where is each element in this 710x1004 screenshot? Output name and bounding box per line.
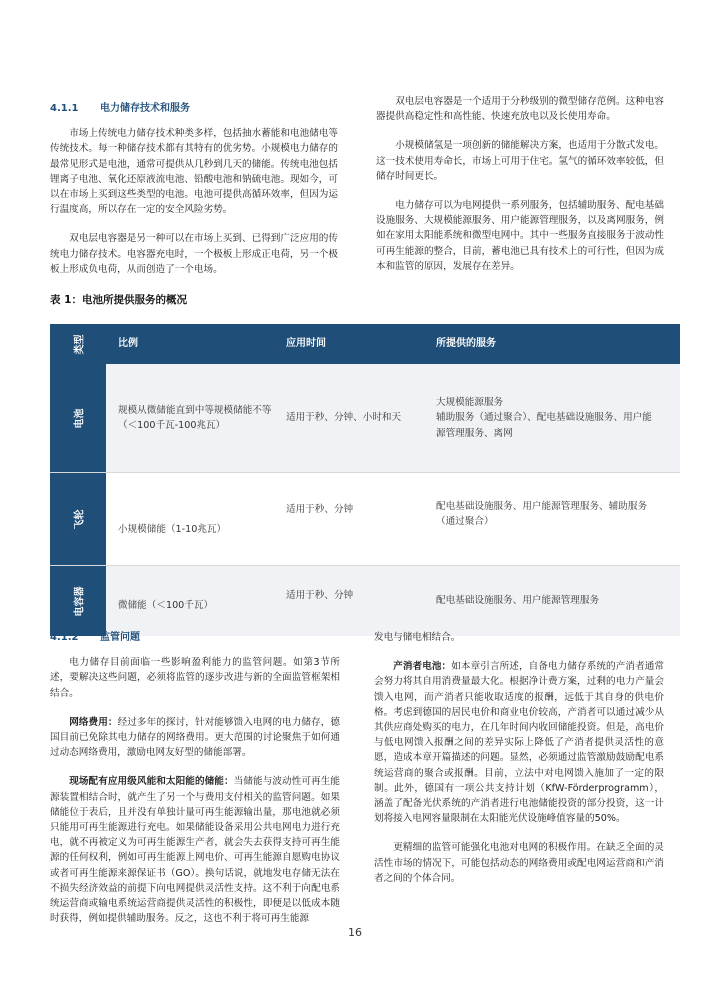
section-heading xyxy=(50,630,340,645)
row-type-cell: 电容器 xyxy=(50,566,106,636)
section-title: 监管问题 xyxy=(100,632,140,643)
page-number: 16 xyxy=(348,926,362,939)
paragraph: 发电与储电相结合。 xyxy=(374,632,461,643)
cell-services: 配电基础设施服务、用户能源管理服务 xyxy=(436,595,600,607)
paragraph: 产消者电池：如本章引言所述，自备电力储存系统的产消者通常会努力将其自用消费量最大化。根据净计费方案，过剩的电力产量会馈入电网，而产消者只能收取适度的报酬，远低于其自身的供电价格。考虑到德国的居民电价和商业电价较高，产消者可以通过减少从其供应商处购买的电力，在几年时间内收回储能投资。但是，高电价与低电网馈入报酬之间的差异实际上降低了产消者提供灵活性的意愿，造成本章开篇描述的问题。显然，必须通过监管激励鼓励配电系统运营商的聚合或报酬。目前，立法中对电网馈入施加了一定的限制。此外，德国有一项公共支持计划（KfW-Förderprogramm），涵盖了配备光伏系统的产消者进行电池储能投资的部分投资，这一计划将接入电网容量限制在太阳能光伏设施峰值容量的50%。 xyxy=(374,661,665,825)
row-type-cell: 电池 xyxy=(50,364,106,472)
table-header-row xyxy=(50,324,680,364)
section-title: 电力储存技术和服务 xyxy=(100,103,190,114)
paragraph: 网络费用：经过多年的探讨，针对能够馈入电网的电力储存，德国目前已免除其电力储存的网络费用。更大范围的讨论聚焦于如何通过动态网络费用，激励电网友好型的储能部署。 xyxy=(50,716,341,759)
paragraph-lead: 产消者电池： xyxy=(393,661,452,673)
section-heading xyxy=(50,101,338,116)
section-4-1-1 xyxy=(50,101,338,291)
cell-services: 大规模能源服务 辅助服务（通过聚合）、配电基础设施服务、用户能源管理服务、离网 xyxy=(436,397,652,439)
table-title: 表 1：电池所提供服务的概况 xyxy=(50,294,187,306)
table-row xyxy=(50,473,680,565)
right-column-bottom xyxy=(374,630,664,900)
cell-time: 适用于秒、分钟、小时和天 xyxy=(286,412,402,424)
services-table xyxy=(50,324,680,636)
paragraph: 电力储存可以为电网提供一系列服务，包括辅助服务、配电基础设施服务、大规模能源服务、用户能源管理服务，以及离网服务，例如在家用太阳能系统和微型电网中。其中一些服务直接服务于波动性可再生能源的整合，目前，蓄电池已具有技术上的可行性，但因为成本和监管的原因，发展存在差异。 xyxy=(376,200,664,272)
section-number: 4.1.1 xyxy=(50,103,79,114)
cell-scale: 小规模储能（1-10兆瓦） xyxy=(118,524,227,536)
paragraph-lead: 网络费用： xyxy=(69,716,118,728)
section-4-1-2 xyxy=(50,630,340,940)
table-row xyxy=(50,566,680,636)
section-number: 4.1.2 xyxy=(50,632,79,643)
paragraph: 双电层电容器是一个适用于分秒级别的微型储存范例。这种电容器提供高稳定性和高性能、快速充放电以及长使用寿命。 xyxy=(376,96,664,123)
cell-scale: 微储能（＜100千瓦） xyxy=(118,600,214,612)
cell-time: 适用于秒、分钟 xyxy=(286,590,354,602)
paragraph: 电力储存目前面临一些影响盈利能力的监管问题。如第3节所述，要解决这些问题，必须将监管的逐步改进与新的全面监管框架相结合。 xyxy=(50,657,340,699)
right-column-top xyxy=(376,94,664,288)
paragraph: 小规模储氢是一项创新的储能解决方案，也适用于分散式发电。这一技术使用寿命长，市场上可用于住宅。氢气的循环效率较低，但储存时间更长。 xyxy=(376,140,664,182)
cell-scale: 规模从微储能直到中等规模储能不等（＜100千瓦-100兆瓦） xyxy=(118,404,272,431)
row-type-cell: 飞轮 xyxy=(50,473,106,565)
paragraph-lead: 现场配有应用级风能和太阳能的储能： xyxy=(69,776,234,788)
header-scale: 比例 xyxy=(118,338,138,350)
header-time: 应用时间 xyxy=(286,338,326,350)
table-row xyxy=(50,364,680,472)
paragraph: 双电层电容器是另一种可以在市场上买到、已得到广泛应用的传统电力储存技术。电容器充电时，一个极板上形成正电荷，另一个极板上形成负电荷，从而创造了一个电场。 xyxy=(50,233,338,275)
paragraph: 更精细的监管可能强化电池对电网的积极作用。在缺乏全面的灵活性市场的情况下，可能包括动态的网络费用或配电网运营商和产消者之间的个体合同。 xyxy=(374,842,664,884)
cell-time: 适用于秒、分钟 xyxy=(286,504,354,516)
header-services: 所提供的服务 xyxy=(436,338,496,350)
header-type-cell: 类型 xyxy=(50,324,106,364)
paragraph: 市场上传统电力储存技术种类多样，包括抽水蓄能和电池储电等传统技术。每一种储存技术都有其特有的优劣势。小规模电力储存的最常见形式是电池，通常可提供从几秒到几天的储能。传统电池包括锂离子电池、氧化还原液流电池、铅酸电池和钠硫电池。现如今，可以在市场上买到这些类型的电池。电池可提供高循环效率，但因为运行温度高，所以存在一定的安全风险劣势。 xyxy=(50,128,338,216)
paragraph: 现场配有应用级风能和太阳能的储能：当储能与波动性可再生能源装置相结合时，就产生了另一个与费用支付相关的监管问题。如果储能位于表后，且并没有单独计量可再生能源输出量，那电池就必须只能用可再生能源进行充电。如果储能设备采用公共电网电力进行充电，就不再被定义为可再生能源生产者，就会失去获得支持可再生能源的任何权利，例如可再生能源上网电价、可再生能源自愿购电协议或者可再生能源来源保证书（GO）。换句话说，就地发电存储无法在不损失经济效益的前提下向电网提供灵活性支持。这不利于向配电系统运营商或输电系统运营商提供灵活性的积极性，即便是以低成本随时获得，例如提供辅助服务。反之，这也不利于将可再生能源 xyxy=(50,776,341,925)
cell-services: 配电基础设施服务、用户能源管理服务、辅助服务（通过聚合） xyxy=(436,500,648,527)
